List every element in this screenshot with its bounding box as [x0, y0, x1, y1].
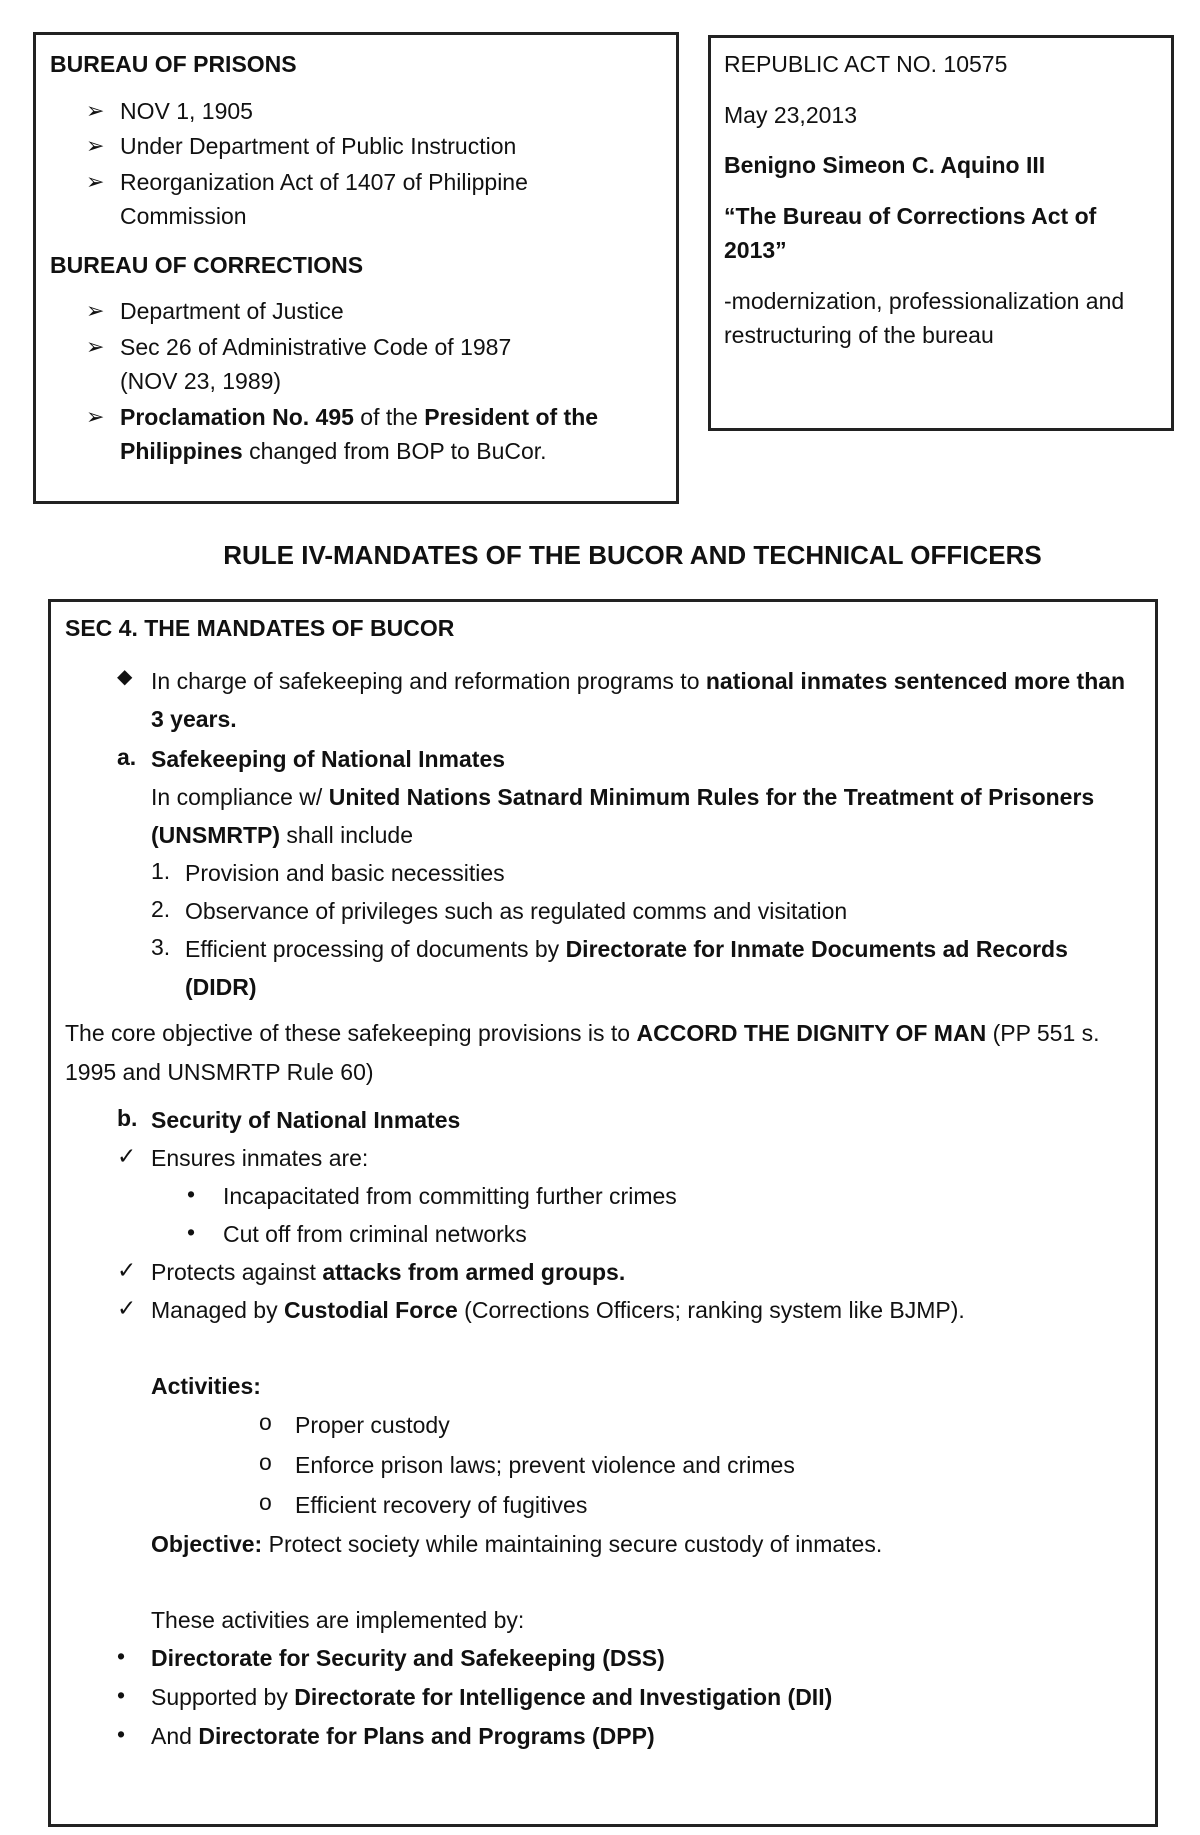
list-item: ➢ Reorganization Act of 1407 of Philippine Commission: [50, 165, 662, 234]
ra-title: “The Bureau of Corrections Act of 2013”: [724, 202, 1097, 263]
bullet-icon: •: [117, 1681, 126, 1708]
arrow-bullet-icon: ➢: [86, 97, 105, 123]
arrow-bullet-icon: ➢: [86, 168, 105, 194]
compliance-text: In compliance w/ United Nations Satnard Minimum Rules for the Treatment of Prisoners (UNSMRTP) shall include: [151, 783, 1095, 848]
republic-act-box: [708, 35, 1174, 431]
sec4-box: [48, 599, 1158, 1827]
ra-description: -modernization, professionalization and restructuring of the bureau: [724, 287, 1125, 348]
list-item: 2. Observance of privileges such as regulated comms and visitation: [151, 895, 848, 924]
list-item: • Supported by Directorate for Intelligence and Investigation (DII): [65, 1678, 1141, 1717]
list-item: • Directorate for Security and Safekeeping (DSS): [65, 1639, 1141, 1678]
list-item: ➢ Under Department of Public Instruction: [50, 129, 662, 164]
objective: Objective: Protect society while maintaining secure custody of inmates.: [151, 1530, 883, 1557]
list-item: ➢ NOV 1, 1905: [50, 94, 662, 129]
arrow-bullet-icon: ➢: [86, 298, 105, 323]
circle-bullet-icon: o: [259, 1448, 272, 1475]
list-item: ✓ Ensures inmates are:: [65, 1139, 1141, 1177]
list-item: • And Directorate for Plans and Programs (DPP): [65, 1717, 1141, 1756]
implemented-by: These activities are implemented by:: [151, 1606, 525, 1633]
list-item: ✓ Protects against attacks from armed groups.: [65, 1253, 1141, 1291]
list-item: ➢ Sec 26 of Administrative Code of 1987 (NOV 23, 1989): [50, 330, 662, 399]
bullet-icon: •: [187, 1218, 196, 1245]
bop-heading: BUREAU OF PRISONS: [50, 51, 297, 77]
list-item: o Efficient recovery of fugitives: [65, 1485, 1141, 1525]
arrow-bullet-icon: ➢: [86, 403, 105, 429]
sec4-heading: SEC 4. THE MANDATES OF BUCOR: [65, 615, 455, 641]
circle-bullet-icon: o: [259, 1408, 272, 1435]
ra-signatory: Benigno Simeon C. Aquino III: [724, 152, 1046, 178]
arrow-bullet-icon: ➢: [86, 333, 105, 359]
core-objective: The core objective of these safekeeping provisions is to ACCORD THE DIGNITY OF MAN (PP 551 s. 1995 and UNSMRTP Rule 60): [65, 1019, 1100, 1085]
check-icon: ✓: [117, 1294, 137, 1321]
ra-date: May 23,2013: [724, 101, 857, 128]
circle-bullet-icon: o: [259, 1488, 272, 1515]
list-item: 3. Efficient processing of documents by Directorate for Inmate Documents ad Records (DIDR): [151, 933, 1068, 1000]
diamond-bullet-icon: ◆: [117, 665, 133, 688]
list-item: • Incapacitated from committing further crimes: [65, 1177, 1141, 1215]
section-b: b. Security of National Inmates: [117, 1104, 461, 1133]
list-item: ➢ Proclamation No. 495 of the President of the Philippines changed from BOP to BuCor.: [50, 400, 662, 469]
bureau-of-prisons-box: [33, 32, 679, 504]
list-item: • Cut off from criminal networks: [65, 1215, 1141, 1253]
list-item: ◆ In charge of safekeeping and reformation programs to national inmates sentenced more than 3 years.: [65, 662, 1141, 738]
list-item: 1. Provision and basic necessities: [151, 857, 505, 886]
check-icon: ✓: [117, 1142, 137, 1169]
list-item: o Enforce prison laws; prevent violence and crimes: [65, 1445, 1141, 1485]
section-a: a. Safekeeping of National Inmates: [117, 743, 506, 772]
activities-label: Activities:: [151, 1372, 261, 1399]
arrow-bullet-icon: ➢: [86, 133, 105, 158]
bullet-icon: •: [117, 1642, 126, 1669]
bullet-icon: •: [117, 1720, 126, 1747]
list-item: o Proper custody: [65, 1405, 1141, 1445]
list-item: ➢ Department of Justice: [50, 294, 662, 329]
bullet-icon: •: [187, 1180, 196, 1207]
list-item: ✓ Managed by Custodial Force (Corrections Officers; ranking system like BJMP).: [65, 1291, 1141, 1329]
rule-title: RULE IV-MANDATES OF THE BUCOR AND TECHNICAL OFFICERS: [223, 540, 1042, 570]
check-icon: ✓: [117, 1256, 137, 1283]
bucor-heading: BUREAU OF CORRECTIONS: [50, 251, 364, 278]
ra-number: REPUBLIC ACT NO. 10575: [724, 51, 1008, 77]
